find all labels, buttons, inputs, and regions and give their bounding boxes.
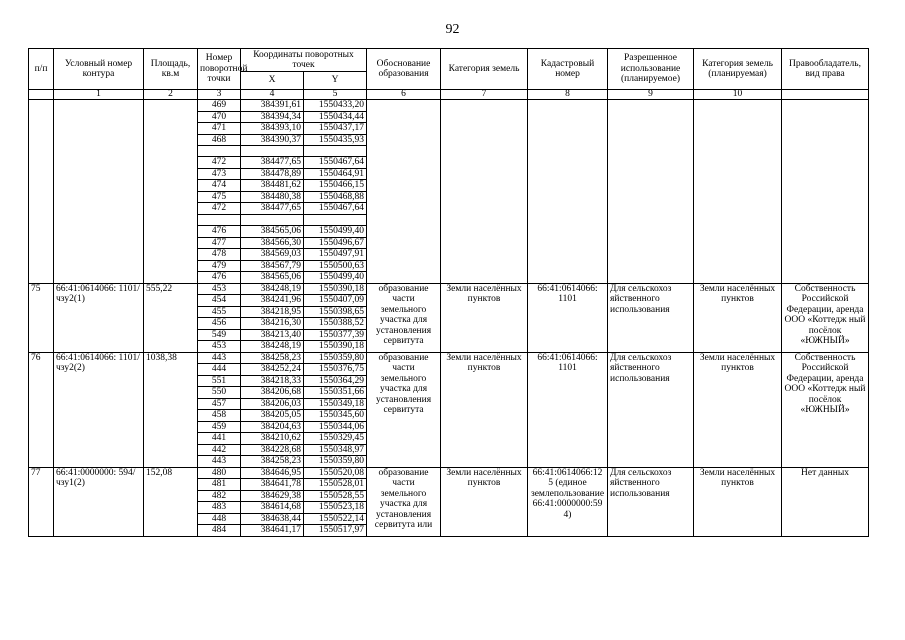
coord-x: 384638,44: [241, 513, 304, 525]
record-category: Земли населённых пунктов: [441, 283, 528, 352]
coord-x: 384206,68: [241, 387, 304, 399]
point-number: 472: [198, 157, 241, 169]
continued-cell: [528, 100, 608, 284]
colnum-3: 3: [198, 90, 241, 100]
coord-y: 1550377,39: [304, 329, 367, 341]
record-contour: 66:41:0000000: 594/чзу1(2): [54, 467, 144, 536]
coord-y: 1550390,18: [304, 283, 367, 295]
record-cadastral: 66:41:0614066:12 5 (единое землепользование 66:41:0000000:59 4): [528, 467, 608, 536]
record-usage: Для сельскохоз яйственного использования: [608, 283, 694, 352]
coord-y: 1550467,64: [304, 203, 367, 215]
record-contour: 66:41:0614066: 1101/чзу2(1): [54, 283, 144, 352]
record-number: 76: [29, 352, 54, 467]
continued-cell: [608, 100, 694, 284]
coord-y: 1550407,09: [304, 295, 367, 307]
coord-x: 384228,68: [241, 444, 304, 456]
record-cadastral: 66:41:0614066: 1101: [528, 352, 608, 467]
coord-x: 384566,30: [241, 237, 304, 249]
coord-y: 1550496,67: [304, 237, 367, 249]
point-number: 551: [198, 375, 241, 387]
point-number: 441: [198, 433, 241, 445]
continued-cell: [367, 100, 441, 284]
point-number: 442: [198, 444, 241, 456]
coord-y: 1550433,20: [304, 100, 367, 112]
point-number: 549: [198, 329, 241, 341]
coord-x: 384478,89: [241, 168, 304, 180]
colnum-2: 2: [144, 90, 198, 100]
page-number: 92: [445, 22, 460, 37]
coord-x: 384393,10: [241, 123, 304, 135]
coord-x: 384394,34: [241, 111, 304, 123]
coord-y: 1550520,08: [304, 467, 367, 479]
coord-x: 384641,78: [241, 479, 304, 491]
point-number: 472: [198, 203, 241, 215]
colnum-8: 8: [528, 90, 608, 100]
header-coordinates: Координаты поворотных точек: [241, 49, 367, 72]
coord-x: 384477,65: [241, 203, 304, 215]
header-y: Y: [304, 72, 367, 90]
continued-cell: [694, 100, 782, 284]
table-row: [29, 283, 869, 295]
coord-y: 1550528,55: [304, 490, 367, 502]
coord-y: 1550376,75: [304, 364, 367, 376]
point-number: 468: [198, 134, 241, 146]
coord-x: 384477,65: [241, 157, 304, 169]
record-contour: 66:41:0614066: 1101/чзу2(2): [54, 352, 144, 467]
record-planned-category: Земли населённых пунктов: [694, 467, 782, 536]
point-number: 482: [198, 490, 241, 502]
point-number: 443: [198, 456, 241, 468]
coord-x: 384614,68: [241, 502, 304, 514]
record-basis: образование части земельного участка для установления сервитута: [367, 352, 441, 467]
coord-y: 1550434,44: [304, 111, 367, 123]
point-number: 443: [198, 352, 241, 364]
coord-x: 384629,38: [241, 490, 304, 502]
coord-x: 384252,24: [241, 364, 304, 376]
colnum-10: 10: [694, 90, 782, 100]
header-area: Площадь, кв.м: [144, 49, 198, 90]
point-number: 453: [198, 283, 241, 295]
point-number: 480: [198, 467, 241, 479]
coord-x: 384641,17: [241, 525, 304, 537]
record-category: Земли населённых пунктов: [441, 352, 528, 467]
coord-x: 384567,79: [241, 260, 304, 272]
record-area: 1038,38: [144, 352, 198, 467]
coord-y: 1550348,97: [304, 444, 367, 456]
coord-x: 384248,19: [241, 341, 304, 353]
record-cadastral: 66:41:0614066: 1101: [528, 283, 608, 352]
point-number: [198, 214, 241, 225]
coord-y: 1550364,29: [304, 375, 367, 387]
coord-y: 1550345,60: [304, 410, 367, 422]
point-number: 550: [198, 387, 241, 399]
colnum-blank: [29, 90, 54, 100]
coord-y: 1550351,66: [304, 387, 367, 399]
header-num: п/п: [29, 49, 54, 90]
coord-y: 1550500,63: [304, 260, 367, 272]
coord-y: [304, 146, 367, 157]
point-number: 481: [198, 479, 241, 491]
table-row: [29, 100, 869, 112]
coord-x: 384204,63: [241, 421, 304, 433]
record-planned-category: Земли населённых пунктов: [694, 352, 782, 467]
header-cadastral: Кадастровый номер: [528, 49, 608, 90]
record-owner: Собственность Российской Федерации, аренда ООО «Коттедж ный посёлок «ЮЖНЫЙ»: [782, 352, 869, 467]
coord-x: 384565,06: [241, 272, 304, 284]
coord-y: 1550390,18: [304, 341, 367, 353]
coord-y: 1550497,91: [304, 249, 367, 261]
point-number: 456: [198, 318, 241, 330]
point-number: 476: [198, 272, 241, 284]
coord-y: 1550522,14: [304, 513, 367, 525]
table-body: [29, 100, 869, 537]
coord-x: 384646,95: [241, 467, 304, 479]
coord-x: 384391,61: [241, 100, 304, 112]
point-number: 458: [198, 410, 241, 422]
record-planned-category: Земли населённых пунктов: [694, 283, 782, 352]
coord-y: 1550344,06: [304, 421, 367, 433]
point-number: 457: [198, 398, 241, 410]
coord-x: 384216,30: [241, 318, 304, 330]
coord-x: 384218,33: [241, 375, 304, 387]
continued-cell: [29, 100, 54, 284]
coord-x: 384206,03: [241, 398, 304, 410]
colnum-blank: [782, 90, 869, 100]
point-number: 453: [198, 341, 241, 353]
table-header: [29, 49, 869, 100]
coord-y: 1550466,15: [304, 180, 367, 192]
point-number: 478: [198, 249, 241, 261]
record-usage: Для сельскохоз яйственного использования: [608, 467, 694, 536]
coord-y: 1550349,18: [304, 398, 367, 410]
point-number: 479: [198, 260, 241, 272]
point-number: 484: [198, 525, 241, 537]
header-usage: Разрешенное использование (планируемое): [608, 49, 694, 90]
record-basis: образование части земельного участка для установления сервитута: [367, 283, 441, 352]
colnum-4: 4: [241, 90, 304, 100]
coord-x: [241, 214, 304, 225]
header-contour: Условный номер контура: [54, 49, 144, 90]
land-plots-table: [28, 48, 869, 537]
continued-cell: [54, 100, 144, 284]
coord-y: 1550359,80: [304, 352, 367, 364]
coord-x: 384569,03: [241, 249, 304, 261]
record-owner: Собственность Российской Федерации, аренда ООО «Коттедж ный посёлок «ЮЖНЫЙ»: [782, 283, 869, 352]
coord-x: 384248,19: [241, 283, 304, 295]
header-owner: Правообладатель, вид права: [782, 49, 869, 90]
coord-y: 1550359,80: [304, 456, 367, 468]
coord-y: 1550435,93: [304, 134, 367, 146]
coord-x: 384210,62: [241, 433, 304, 445]
record-basis: образование части земельного участка для установления сервитута или: [367, 467, 441, 536]
header-category: Категория земель: [441, 49, 528, 90]
coord-y: 1550464,91: [304, 168, 367, 180]
header-basis: Обоснование образования: [367, 49, 441, 90]
coord-y: 1550499,40: [304, 272, 367, 284]
point-number: 455: [198, 306, 241, 318]
coord-y: 1550398,65: [304, 306, 367, 318]
header-x: X: [241, 72, 304, 90]
colnum-7: 7: [441, 90, 528, 100]
point-number: 483: [198, 502, 241, 514]
point-number: 470: [198, 111, 241, 123]
continued-cell: [441, 100, 528, 284]
point-number: 471: [198, 123, 241, 135]
coord-x: 384213,40: [241, 329, 304, 341]
coord-y: 1550437,17: [304, 123, 367, 135]
table-row: [29, 467, 869, 479]
record-owner: Нет данных: [782, 467, 869, 536]
record-category: Земли населённых пунктов: [441, 467, 528, 536]
point-number: 448: [198, 513, 241, 525]
table-row: [29, 352, 869, 364]
coord-x: 384258,23: [241, 352, 304, 364]
continued-cell: [782, 100, 869, 284]
coord-y: 1550388,52: [304, 318, 367, 330]
record-area: 555,22: [144, 283, 198, 352]
point-number: 473: [198, 168, 241, 180]
header-point-number: Номер поворотной точки: [198, 49, 241, 90]
record-number: 77: [29, 467, 54, 536]
coord-y: [304, 214, 367, 225]
coord-x: 384258,23: [241, 456, 304, 468]
record-number: 75: [29, 283, 54, 352]
continued-cell: [144, 100, 198, 284]
point-number: 477: [198, 237, 241, 249]
point-number: [198, 146, 241, 157]
coord-x: 384480,38: [241, 191, 304, 203]
point-number: 444: [198, 364, 241, 376]
point-number: 469: [198, 100, 241, 112]
header-planned-category: Категория земель (планируемая): [694, 49, 782, 90]
coord-y: 1550528,01: [304, 479, 367, 491]
coord-y: 1550467,64: [304, 157, 367, 169]
coord-x: 384218,95: [241, 306, 304, 318]
coord-x: [241, 146, 304, 157]
colnum-9: 9: [608, 90, 694, 100]
coord-y: 1550523,18: [304, 502, 367, 514]
colnum-6: 6: [367, 90, 441, 100]
point-number: 475: [198, 191, 241, 203]
record-area: 152,08: [144, 467, 198, 536]
record-usage: Для сельскохоз яйственного использования: [608, 352, 694, 467]
coord-x: 384481,62: [241, 180, 304, 192]
coord-y: 1550499,40: [304, 226, 367, 238]
point-number: 476: [198, 226, 241, 238]
column-number-row: [29, 90, 869, 100]
point-number: 459: [198, 421, 241, 433]
coord-x: 384565,06: [241, 226, 304, 238]
coord-y: 1550329,45: [304, 433, 367, 445]
coord-x: 384205,05: [241, 410, 304, 422]
point-number: 454: [198, 295, 241, 307]
colnum-5: 5: [304, 90, 367, 100]
point-number: 474: [198, 180, 241, 192]
coord-y: 1550517,97: [304, 525, 367, 537]
coord-x: 384241,96: [241, 295, 304, 307]
coord-x: 384390,37: [241, 134, 304, 146]
coord-y: 1550468,88: [304, 191, 367, 203]
colnum-1: 1: [54, 90, 144, 100]
